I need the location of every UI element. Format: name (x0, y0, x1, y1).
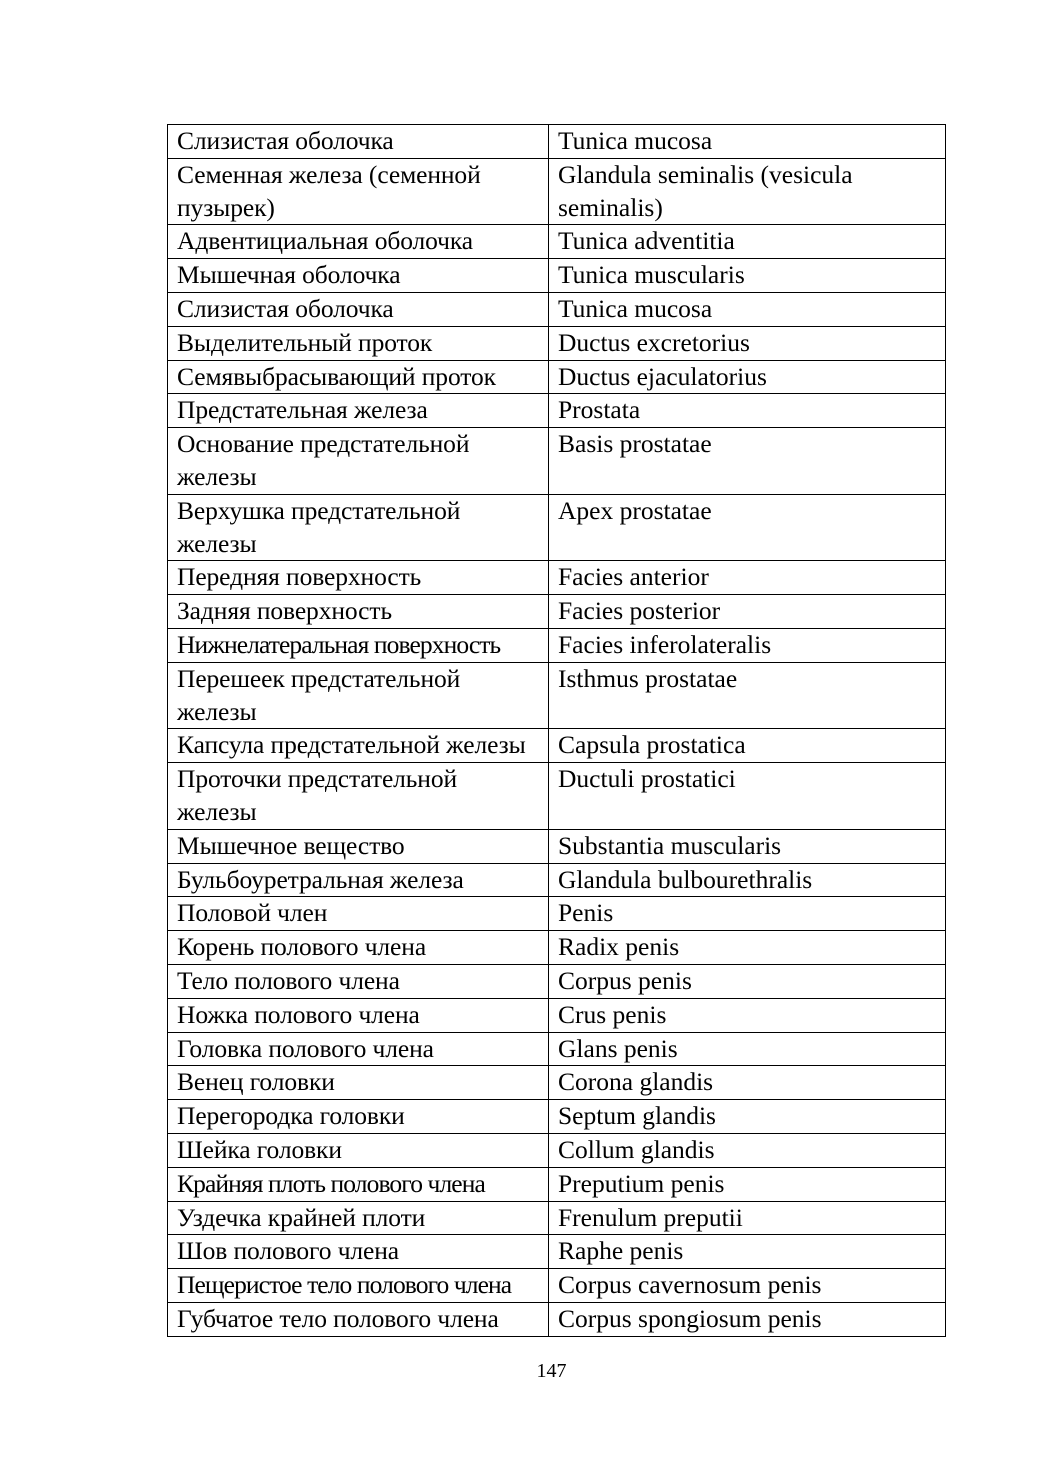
latin-term-cell: Septum glandis (549, 1100, 946, 1134)
table-row (168, 829, 946, 863)
latin-term-cell: Apex prostatae (549, 494, 946, 561)
latin-term-cell: Isthmus prostatae (549, 662, 946, 729)
russian-term-cell: Губчатое тело полового члена (168, 1302, 549, 1336)
table-row (168, 1032, 946, 1066)
russian-term-cell: Венец головки (168, 1066, 549, 1100)
latin-term-cell: Frenulum preputii (549, 1201, 946, 1235)
table-row (168, 998, 946, 1032)
table-row (168, 158, 946, 225)
latin-term-cell: Corona glandis (549, 1066, 946, 1100)
russian-term-cell: Крайняя плоть полового члена (168, 1167, 549, 1201)
table-row (168, 595, 946, 629)
russian-term-cell: Перегородка головки (168, 1100, 549, 1134)
page-number: 147 (536, 1360, 567, 1382)
latin-term-cell: Facies inferolateralis (549, 628, 946, 662)
table-row (168, 125, 946, 159)
latin-term-cell: Raphe penis (549, 1235, 946, 1269)
table-row (168, 662, 946, 729)
russian-term-cell: Нижнелатеральная поверхность (168, 628, 549, 662)
russian-term-cell: Выделительный проток (168, 326, 549, 360)
latin-term-cell: Corpus spongiosum penis (549, 1302, 946, 1336)
table-row (168, 1302, 946, 1336)
russian-term-cell: Шов полового члена (168, 1235, 549, 1269)
latin-term-cell: Basis prostatae (549, 428, 946, 495)
russian-term-cell: Мышечное вещество (168, 829, 549, 863)
russian-term-cell: Адвентициальная оболочка (168, 225, 549, 259)
latin-term-cell: Corpus cavernosum penis (549, 1269, 946, 1303)
table-row (168, 729, 946, 763)
table-row (168, 292, 946, 326)
russian-term-cell: Основание предстательной железы (168, 428, 549, 495)
latin-term-cell: Tunica adventitia (549, 225, 946, 259)
russian-term-cell: Капсула предстательной железы (168, 729, 549, 763)
table-row (168, 1269, 946, 1303)
russian-term-cell: Семявыбрасывающий проток (168, 360, 549, 394)
latin-term-cell: Ductus ejaculatorius (549, 360, 946, 394)
russian-term-cell: Бульбоуретральная железа (168, 863, 549, 897)
latin-term-cell: Tunica mucosa (549, 125, 946, 159)
russian-term-cell: Семенная железа (семенной пузырек) (168, 158, 549, 225)
russian-term-cell: Передняя поверхность (168, 561, 549, 595)
terms-table (167, 124, 946, 1337)
table-row (168, 326, 946, 360)
latin-term-cell: Tunica mucosa (549, 292, 946, 326)
table-row (168, 259, 946, 293)
russian-term-cell: Задняя поверхность (168, 595, 549, 629)
table-row (168, 428, 946, 495)
latin-term-cell: Ductuli prostatici (549, 763, 946, 830)
russian-term-cell: Пещеристое тело полового члена (168, 1269, 549, 1303)
table-row (168, 863, 946, 897)
table-row (168, 494, 946, 561)
russian-term-cell: Шейка головки (168, 1133, 549, 1167)
table-row (168, 897, 946, 931)
russian-term-cell: Уздечка крайней плоти (168, 1201, 549, 1235)
table-row (168, 394, 946, 428)
latin-term-cell: Capsula prostatica (549, 729, 946, 763)
russian-term-cell: Тело полового члена (168, 964, 549, 998)
table-row (168, 1235, 946, 1269)
table-row (168, 1066, 946, 1100)
latin-term-cell: Radix penis (549, 931, 946, 965)
table-row (168, 1100, 946, 1134)
russian-term-cell: Проточки предстательной железы (168, 763, 549, 830)
latin-term-cell: Glandula seminalis (vesicula seminalis) (549, 158, 946, 225)
russian-term-cell: Ножка полового члена (168, 998, 549, 1032)
latin-term-cell: Preputium penis (549, 1167, 946, 1201)
latin-term-cell: Crus penis (549, 998, 946, 1032)
latin-term-cell: Prostata (549, 394, 946, 428)
latin-term-cell: Ductus excretorius (549, 326, 946, 360)
russian-term-cell: Перешеек предстательной железы (168, 662, 549, 729)
table-row (168, 225, 946, 259)
russian-term-cell: Корень полового члена (168, 931, 549, 965)
russian-term-cell: Мышечная оболочка (168, 259, 549, 293)
latin-term-cell: Glans penis (549, 1032, 946, 1066)
table-row (168, 1167, 946, 1201)
latin-term-cell: Glandula bulbourethralis (549, 863, 946, 897)
table-row (168, 1133, 946, 1167)
russian-term-cell: Предстательная железа (168, 394, 549, 428)
russian-term-cell: Слизистая оболочка (168, 125, 549, 159)
russian-term-cell: Головка полового члена (168, 1032, 549, 1066)
latin-term-cell: Tunica muscularis (549, 259, 946, 293)
terms-table-body (168, 125, 946, 1337)
table-row (168, 964, 946, 998)
russian-term-cell: Слизистая оболочка (168, 292, 549, 326)
table-row (168, 1201, 946, 1235)
latin-term-cell: Substantia muscularis (549, 829, 946, 863)
russian-term-cell: Половой член (168, 897, 549, 931)
table-row (168, 931, 946, 965)
latin-term-cell: Facies posterior (549, 595, 946, 629)
latin-term-cell: Collum glandis (549, 1133, 946, 1167)
latin-term-cell: Facies anterior (549, 561, 946, 595)
latin-term-cell: Penis (549, 897, 946, 931)
russian-term-cell: Верхушка предстательной железы (168, 494, 549, 561)
table-row (168, 561, 946, 595)
table-row (168, 360, 946, 394)
table-row (168, 628, 946, 662)
table-row (168, 763, 946, 830)
latin-term-cell: Corpus penis (549, 964, 946, 998)
